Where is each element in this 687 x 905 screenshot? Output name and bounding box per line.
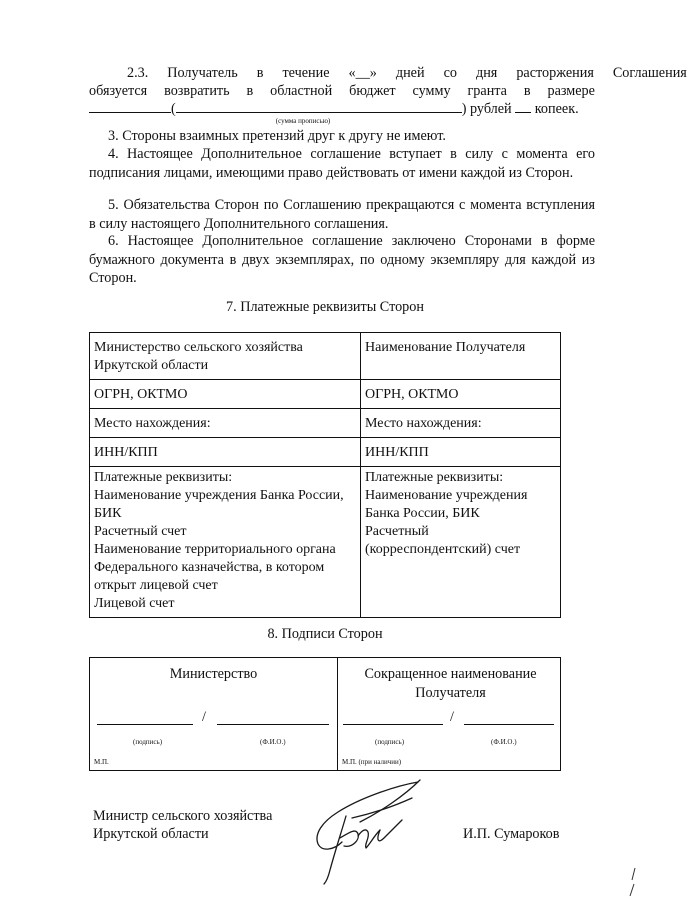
right-name-cell: Наименование Получателя	[361, 333, 561, 380]
section-8-title: 8. Подписи Сторон	[267, 626, 383, 642]
table-row	[90, 467, 561, 618]
margin-mark	[626, 866, 638, 900]
amount-words-blank	[176, 100, 462, 113]
right-signature-header: Сокращенное наименование Получателя	[364, 666, 537, 701]
signatures-table	[89, 657, 561, 771]
left-signature-line	[97, 724, 193, 725]
clause-5: 5. Обязательства Сторон по Соглашению прекращаются с момента вступления в силу настоящего Дополнительного соглашения.	[89, 197, 595, 232]
right-location-cell: Место нахождения:	[361, 409, 561, 438]
left-signature-cell	[90, 658, 338, 771]
right-payment-cell: Платежные реквизиты: Наименование учреждения Банка России, БИК Расчетный (корреспондентский) счет	[361, 467, 561, 618]
left-sign-caption: (подпись)	[133, 738, 163, 746]
days-blank: «__»	[348, 65, 377, 81]
kopecks-blank	[515, 100, 531, 113]
left-slash: /	[202, 709, 206, 725]
table-row	[90, 380, 561, 409]
clause-2-3-number: 2.3.	[127, 65, 149, 81]
right-sign-caption: (подпись)	[375, 738, 405, 746]
clause-4: 4. Настоящее Дополнительное соглашение вступает в силу с момента его подписания лицами, имеющими право действовать от имени каждой из Сторон.	[89, 146, 595, 181]
table-row	[90, 438, 561, 467]
minister-title-line2: Иркутской области	[93, 826, 209, 842]
left-seal-label: М.П.	[94, 758, 109, 766]
left-signature-header: Министерство	[169, 666, 258, 682]
clause-2-3-line1: 2.3. Получатель в течение «__» дней со дня расторжения Соглашения	[89, 64, 595, 83]
left-location-cell: Место нахождения:	[90, 409, 361, 438]
table-row	[90, 409, 561, 438]
clause-2-3-line2: обязуется возвратить в областной бюджет сумму гранта в размере	[89, 83, 595, 99]
left-inn-cell: ИНН/КПП	[90, 438, 361, 467]
section-7-title: 7. Платежные реквизиты Сторон	[226, 299, 424, 315]
signer-name: И.П. Сумароков	[463, 826, 560, 842]
right-fio-line	[464, 724, 554, 725]
left-fio-caption: (Ф.И.О.)	[260, 738, 286, 746]
requisites-table	[89, 332, 561, 618]
right-inn-cell: ИНН/КПП	[361, 438, 561, 467]
right-signature-line	[343, 724, 443, 725]
amount-caption: (сумма прописью)	[275, 117, 331, 125]
clause-2-3-line3: ( ) рублей копеек.	[89, 100, 595, 119]
minister-title-line1: Министр сельского хозяйства	[93, 808, 273, 824]
handwritten-signature	[300, 778, 450, 888]
right-ogrn-cell: ОГРН, ОКТМО	[361, 380, 561, 409]
left-payment-cell: Платежные реквизиты: Наименование учреждения Банка России, БИК Расчетный счет Наименование территориального органа Федерального казначейства, в котором открыт лицевой счет Лицевой счет	[90, 467, 361, 618]
table-row	[90, 658, 561, 771]
left-name-cell: Министерство сельского хозяйства Иркутской области	[90, 333, 361, 380]
right-fio-caption: (Ф.И.О.)	[491, 738, 517, 746]
amount-digits-blank	[89, 100, 171, 113]
right-signature-cell	[338, 658, 561, 771]
left-fio-line	[217, 724, 329, 725]
left-ogrn-cell: ОГРН, ОКТМО	[90, 380, 361, 409]
right-slash: /	[450, 709, 454, 725]
clause-3: 3. Стороны взаимных претензий друг к другу не имеют.	[108, 128, 446, 144]
clause-6: 6. Настоящее Дополнительное соглашение заключено Сторонами в форме бумажного документа в двух экземплярах, по одному экземпляру для каждой из Сторон.	[89, 233, 595, 286]
right-seal-label: М.П. (при наличии)	[342, 758, 402, 766]
table-row	[90, 333, 561, 380]
